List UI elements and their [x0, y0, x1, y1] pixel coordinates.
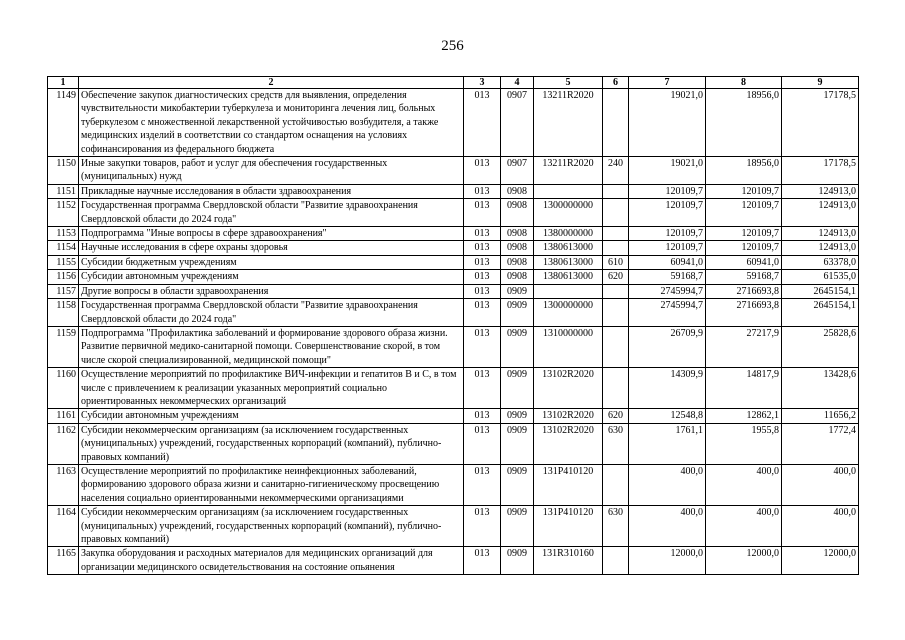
table-row	[48, 547, 859, 575]
amount-col-9: 1772,4	[782, 423, 859, 464]
ministry-code: 013	[464, 227, 501, 241]
row-name: Обеспечение закупок диагностических средств для выявления, определения чувствительности микобактерии туберкулеза и мониторинга лечения лиц, больных туберкулезом с множественной лекарственной устойчивостью возбудителя, а также медицинских изделий в соответствии со стандартом оснащения на условиях софинансирования из федерального бюджета	[79, 89, 464, 157]
expense-type-code	[603, 368, 629, 409]
amount-col-8: 120109,7	[706, 241, 782, 255]
row-number: 1162	[48, 423, 79, 464]
amount-col-9: 400,0	[782, 506, 859, 547]
expense-type-code	[603, 241, 629, 255]
column-header: 7	[629, 77, 706, 89]
amount-col-7: 120109,7	[629, 227, 706, 241]
row-number: 1157	[48, 284, 79, 298]
row-number: 1160	[48, 368, 79, 409]
section-code: 0909	[501, 284, 534, 298]
amount-col-7: 1761,1	[629, 423, 706, 464]
ministry-code: 013	[464, 89, 501, 157]
amount-col-8: 14817,9	[706, 368, 782, 409]
section-code: 0909	[501, 409, 534, 423]
target-article-code: 13211R2020	[534, 157, 603, 185]
section-code: 0909	[501, 423, 534, 464]
expense-type-code: 620	[603, 409, 629, 423]
row-number: 1151	[48, 184, 79, 198]
row-name: Подпрограмма "Профилактика заболеваний и формирование здорового образа жизни. Развитие первичной медико-санитарной помощи. Совершенствование скорой, в том числе скорой специализированной, медицинской помощи"	[79, 326, 464, 367]
table-row	[48, 506, 859, 547]
ministry-code: 013	[464, 547, 501, 575]
section-code: 0908	[501, 199, 534, 227]
row-name: Научные исследования в сфере охраны здоровья	[79, 241, 464, 255]
row-name: Субсидии автономным учреждениям	[79, 409, 464, 423]
table-row	[48, 184, 859, 198]
section-code: 0909	[501, 326, 534, 367]
amount-col-9: 12000,0	[782, 547, 859, 575]
table-row	[48, 255, 859, 269]
target-article-code: 131Р410120	[534, 506, 603, 547]
amount-col-9: 13428,6	[782, 368, 859, 409]
ministry-code: 013	[464, 423, 501, 464]
ministry-code: 013	[464, 506, 501, 547]
expense-type-code: 620	[603, 270, 629, 284]
column-header: 8	[706, 77, 782, 89]
amount-col-7: 19021,0	[629, 157, 706, 185]
row-name: Субсидии автономным учреждениям	[79, 270, 464, 284]
ministry-code: 013	[464, 326, 501, 367]
amount-col-9: 124913,0	[782, 184, 859, 198]
section-code: 0908	[501, 184, 534, 198]
amount-col-7: 12548,8	[629, 409, 706, 423]
row-name: Государственная программа Свердловской области "Развитие здравоохранения Свердловской области до 2024 года"	[79, 299, 464, 327]
target-article-code: 13102R2020	[534, 423, 603, 464]
target-article-code	[534, 184, 603, 198]
expense-type-code	[603, 299, 629, 327]
column-header: 9	[782, 77, 859, 89]
expense-type-code: 240	[603, 157, 629, 185]
section-code: 0909	[501, 299, 534, 327]
row-name: Субсидии бюджетным учреждениям	[79, 255, 464, 269]
ministry-code: 013	[464, 184, 501, 198]
expense-type-code: 610	[603, 255, 629, 269]
column-header: 2	[79, 77, 464, 89]
ministry-code: 013	[464, 255, 501, 269]
table-row	[48, 227, 859, 241]
amount-col-7: 2745994,7	[629, 284, 706, 298]
row-number: 1156	[48, 270, 79, 284]
expense-type-code	[603, 89, 629, 157]
amount-col-8: 400,0	[706, 506, 782, 547]
ministry-code: 013	[464, 464, 501, 505]
amount-col-8: 400,0	[706, 464, 782, 505]
row-number: 1158	[48, 299, 79, 327]
section-code: 0907	[501, 89, 534, 157]
ministry-code: 013	[464, 284, 501, 298]
ministry-code: 013	[464, 241, 501, 255]
amount-col-7: 120109,7	[629, 199, 706, 227]
table-row	[48, 409, 859, 423]
amount-col-9: 124913,0	[782, 199, 859, 227]
section-code: 0909	[501, 368, 534, 409]
expense-type-code	[603, 547, 629, 575]
amount-col-7: 120109,7	[629, 184, 706, 198]
target-article-code: 1300000000	[534, 299, 603, 327]
ministry-code: 013	[464, 409, 501, 423]
amount-col-7: 26709,9	[629, 326, 706, 367]
row-number: 1150	[48, 157, 79, 185]
target-article-code: 131Р410120	[534, 464, 603, 505]
expense-type-code	[603, 199, 629, 227]
amount-col-9: 2645154,1	[782, 299, 859, 327]
amount-col-8: 59168,7	[706, 270, 782, 284]
row-name: Осуществление мероприятий по профилактике ВИЧ-инфекции и гепатитов В и С, в том числе с привлечением к реализации указанных мероприятий социально ориентированных некоммерческих организаций	[79, 368, 464, 409]
expense-type-code	[603, 326, 629, 367]
row-name: Субсидии некоммерческим организациям (за исключением государственных (муниципальных) учреждений, государственных корпораций (компаний), публично-правовых компаний)	[79, 423, 464, 464]
ministry-code: 013	[464, 368, 501, 409]
row-number: 1159	[48, 326, 79, 367]
table-row	[48, 423, 859, 464]
amount-col-9: 11656,2	[782, 409, 859, 423]
target-article-code: 1300000000	[534, 199, 603, 227]
ministry-code: 013	[464, 270, 501, 284]
page-number: 256	[441, 38, 464, 54]
row-number: 1164	[48, 506, 79, 547]
section-code: 0909	[501, 464, 534, 505]
row-number: 1163	[48, 464, 79, 505]
ministry-code: 013	[464, 299, 501, 327]
row-name: Иные закупки товаров, работ и услуг для обеспечения государственных (муниципальных) нужд	[79, 157, 464, 185]
row-number: 1149	[48, 89, 79, 157]
section-code: 0908	[501, 255, 534, 269]
column-header: 1	[48, 77, 79, 89]
amount-col-8: 120109,7	[706, 199, 782, 227]
amount-col-9: 17178,5	[782, 89, 859, 157]
amount-col-7: 19021,0	[629, 89, 706, 157]
table-row	[48, 326, 859, 367]
row-name: Закупка оборудования и расходных материалов для медицинских организаций для организации медицинского освидетельствования на состояние опьянения	[79, 547, 464, 575]
row-number: 1152	[48, 199, 79, 227]
target-article-code: 1380613000	[534, 241, 603, 255]
column-header: 5	[534, 77, 603, 89]
ministry-code: 013	[464, 157, 501, 185]
target-article-code: 131R310160	[534, 547, 603, 575]
table-row	[48, 89, 859, 157]
amount-col-9: 61535,0	[782, 270, 859, 284]
row-name: Другие вопросы в области здравоохранения	[79, 284, 464, 298]
table-row	[48, 368, 859, 409]
amount-col-9: 25828,6	[782, 326, 859, 367]
target-article-code: 13102R2020	[534, 368, 603, 409]
table-row	[48, 299, 859, 327]
amount-col-8: 18956,0	[706, 157, 782, 185]
target-article-code: 1310000000	[534, 326, 603, 367]
amount-col-9: 400,0	[782, 464, 859, 505]
column-header: 4	[501, 77, 534, 89]
target-article-code: 1380613000	[534, 270, 603, 284]
expense-type-code	[603, 184, 629, 198]
row-number: 1153	[48, 227, 79, 241]
section-code: 0908	[501, 241, 534, 255]
amount-col-8: 120109,7	[706, 227, 782, 241]
row-name: Субсидии некоммерческим организациям (за исключением государственных (муниципальных) учреждений, государственных корпораций (компаний), публично-правовых компаний)	[79, 506, 464, 547]
amount-col-7: 59168,7	[629, 270, 706, 284]
column-header: 3	[464, 77, 501, 89]
section-code: 0909	[501, 506, 534, 547]
section-code: 0908	[501, 270, 534, 284]
amount-col-8: 120109,7	[706, 184, 782, 198]
amount-col-9: 63378,0	[782, 255, 859, 269]
expense-type-code	[603, 227, 629, 241]
table-header-row	[48, 77, 859, 89]
table-row	[48, 284, 859, 298]
table-row	[48, 464, 859, 505]
amount-col-7: 14309,9	[629, 368, 706, 409]
amount-col-7: 60941,0	[629, 255, 706, 269]
target-article-code: 1380000000	[534, 227, 603, 241]
expense-type-code	[603, 464, 629, 505]
row-number: 1165	[48, 547, 79, 575]
budget-table	[47, 76, 859, 575]
amount-col-9: 124913,0	[782, 241, 859, 255]
amount-col-8: 27217,9	[706, 326, 782, 367]
ministry-code: 013	[464, 199, 501, 227]
amount-col-9: 124913,0	[782, 227, 859, 241]
column-header: 6	[603, 77, 629, 89]
amount-col-8: 2716693,8	[706, 284, 782, 298]
amount-col-8: 2716693,8	[706, 299, 782, 327]
amount-col-8: 1955,8	[706, 423, 782, 464]
amount-col-9: 2645154,1	[782, 284, 859, 298]
expense-type-code	[603, 284, 629, 298]
target-article-code: 13102R2020	[534, 409, 603, 423]
amount-col-8: 12862,1	[706, 409, 782, 423]
amount-col-8: 12000,0	[706, 547, 782, 575]
row-name: Прикладные научные исследования в области здравоохранения	[79, 184, 464, 198]
expense-type-code: 630	[603, 506, 629, 547]
section-code: 0908	[501, 227, 534, 241]
table-row	[48, 270, 859, 284]
section-code: 0909	[501, 547, 534, 575]
amount-col-9: 17178,5	[782, 157, 859, 185]
row-number: 1155	[48, 255, 79, 269]
table-row	[48, 241, 859, 255]
amount-col-7: 400,0	[629, 464, 706, 505]
amount-col-7: 2745994,7	[629, 299, 706, 327]
table-row	[48, 199, 859, 227]
section-code: 0907	[501, 157, 534, 185]
amount-col-7: 400,0	[629, 506, 706, 547]
target-article-code: 13211R2020	[534, 89, 603, 157]
row-number: 1161	[48, 409, 79, 423]
row-name: Государственная программа Свердловской области "Развитие здравоохранения Свердловской области до 2024 года"	[79, 199, 464, 227]
table-row	[48, 157, 859, 185]
row-name: Подпрограмма "Иные вопросы в сфере здравоохранения"	[79, 227, 464, 241]
target-article-code	[534, 284, 603, 298]
amount-col-7: 120109,7	[629, 241, 706, 255]
target-article-code: 1380613000	[534, 255, 603, 269]
amount-col-7: 12000,0	[629, 547, 706, 575]
expense-type-code: 630	[603, 423, 629, 464]
amount-col-8: 60941,0	[706, 255, 782, 269]
amount-col-8: 18956,0	[706, 89, 782, 157]
row-name: Осуществление мероприятий по профилактике неинфекционных заболеваний, формированию здорового образа жизни и санитарно-гигиеническому просвещению населения социально ориентированными некоммерческими организациями	[79, 464, 464, 505]
row-number: 1154	[48, 241, 79, 255]
